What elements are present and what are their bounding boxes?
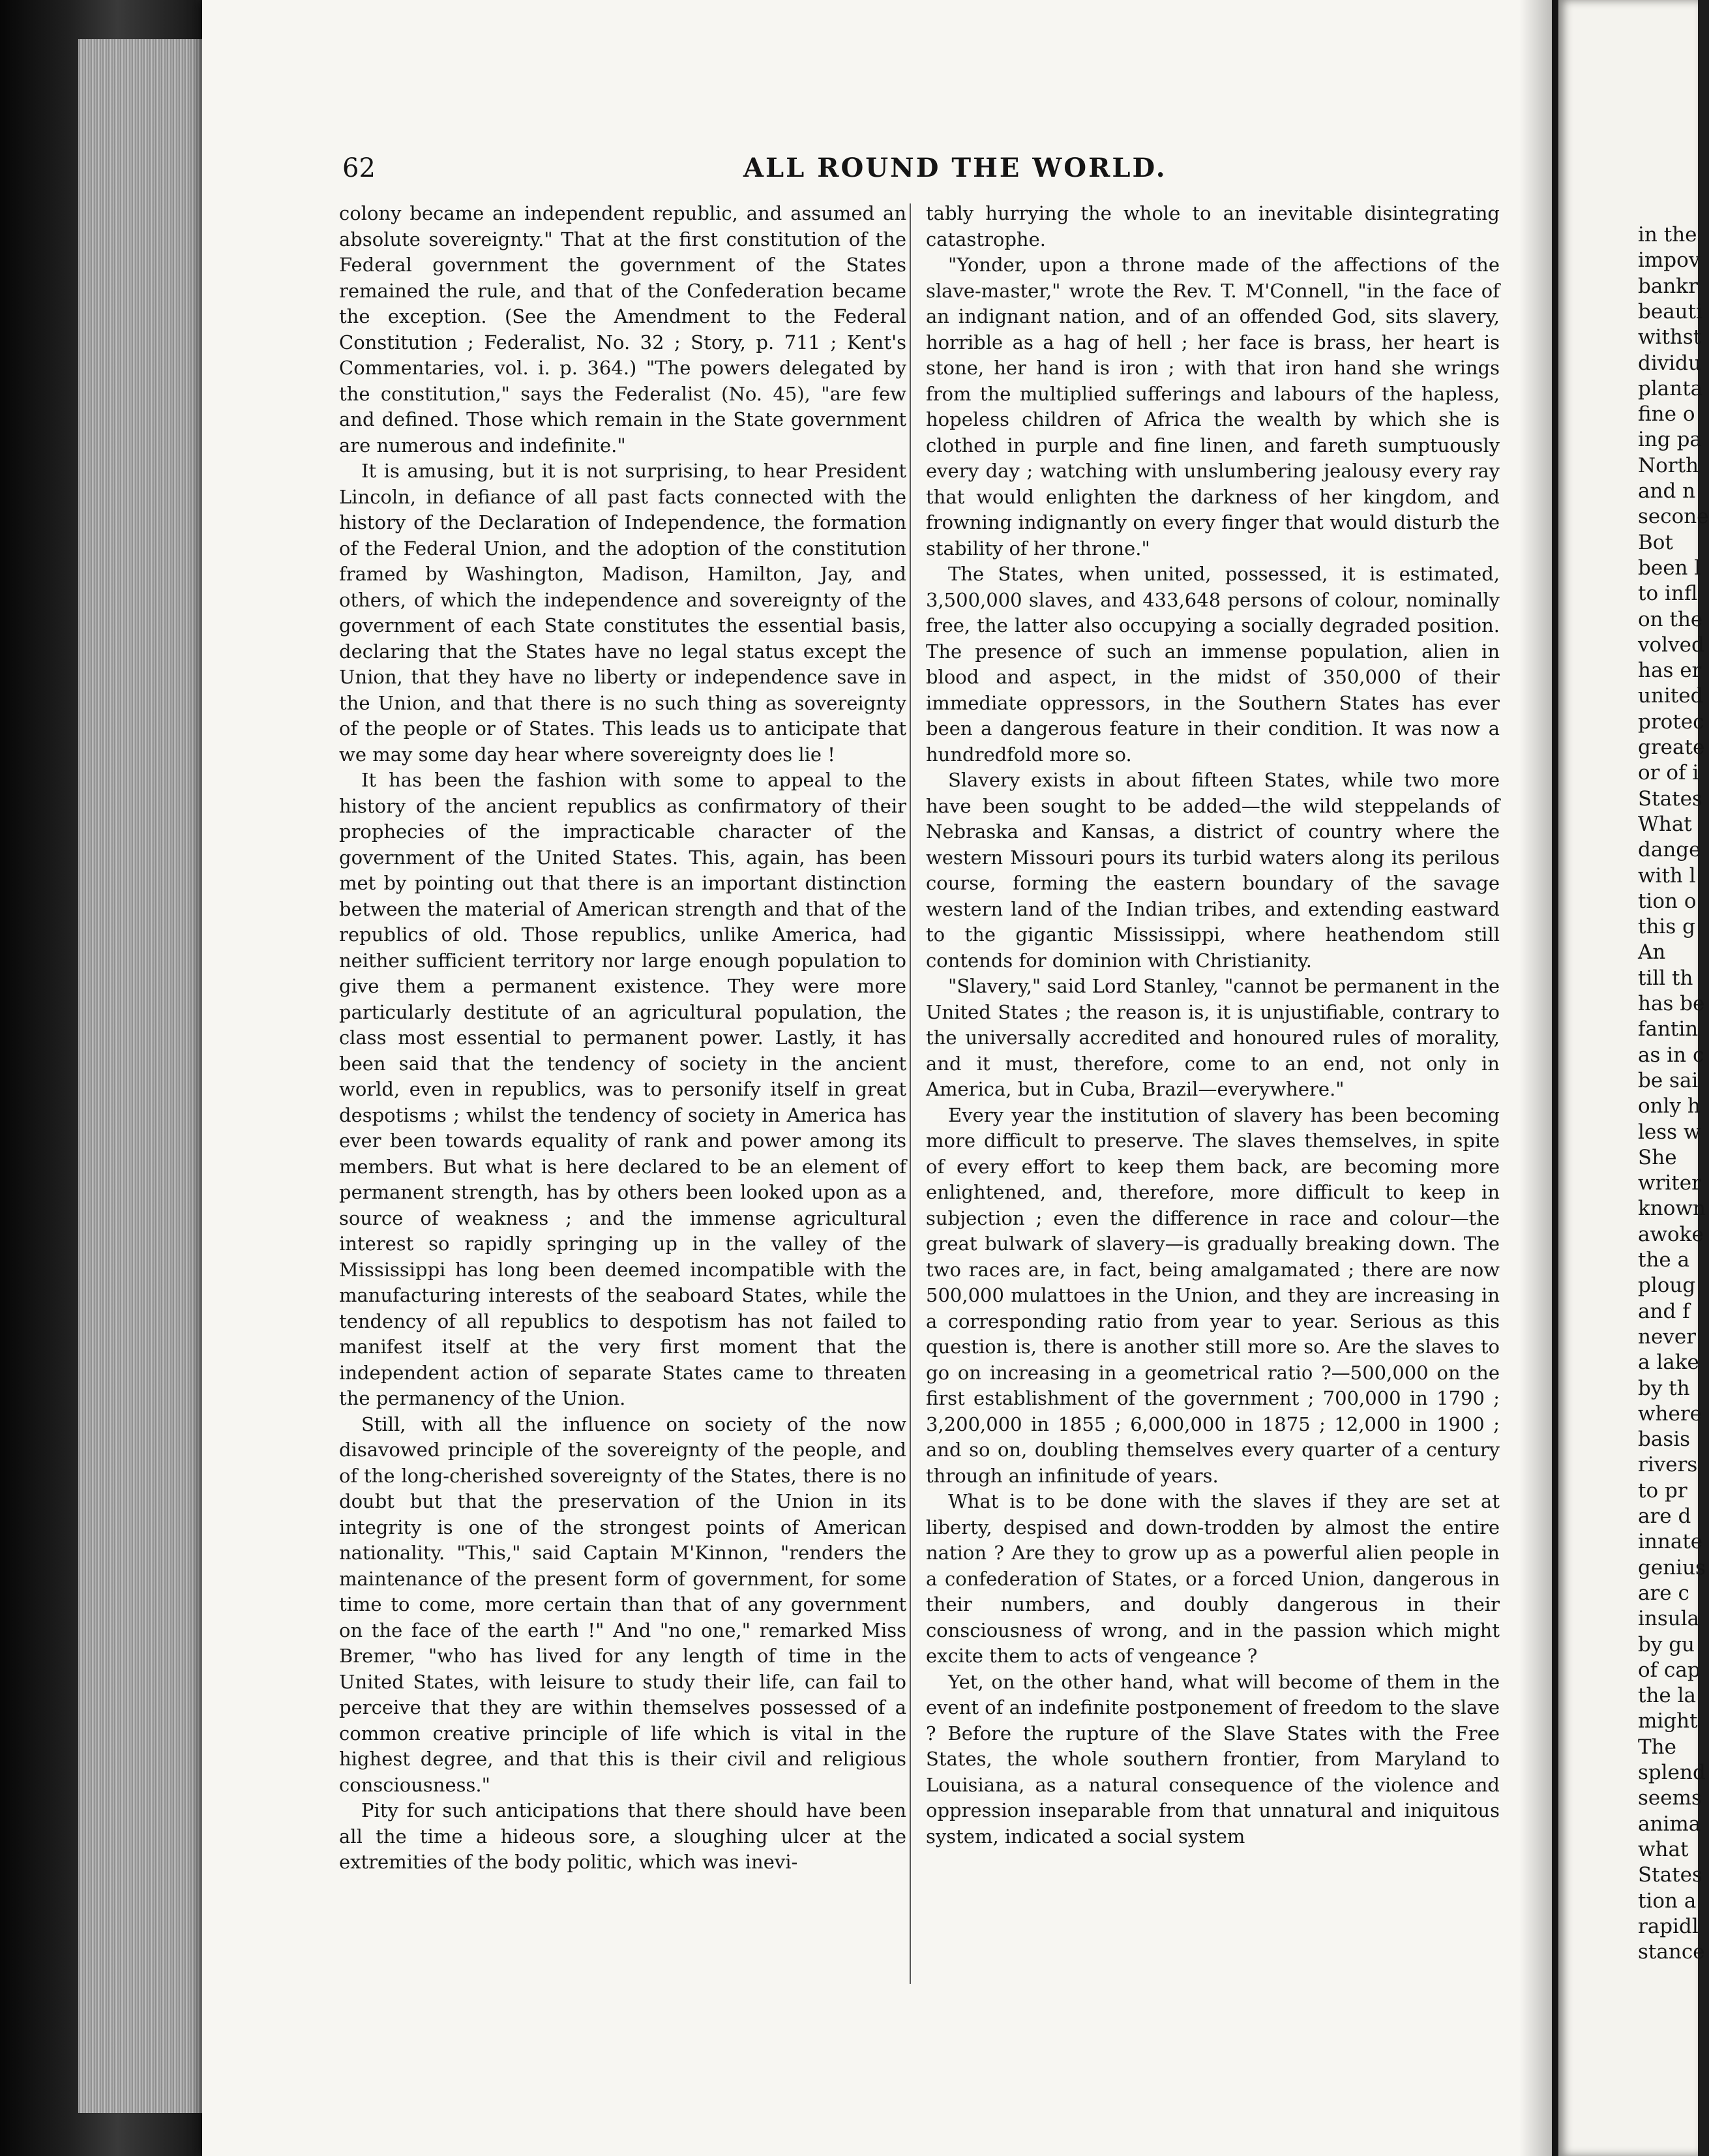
next-page-line-fragment: are d (1638, 1505, 1691, 1528)
next-page-line-fragment: what (1638, 1837, 1689, 1861)
next-page-line-fragment: beauti (1638, 299, 1703, 323)
next-page-line-fragment: Bot (1638, 530, 1673, 554)
paragraph: tably hurrying the whole to an inevitable disintegrating catastrophe. (926, 202, 1500, 250)
next-page-line-fragment: a lake (1638, 1351, 1699, 1375)
next-page-line-fragment: of cap (1638, 1658, 1701, 1682)
next-page-line-fragment: united (1638, 684, 1704, 708)
running-title: ALL ROUND THE WORLD. (743, 153, 1167, 183)
next-page-line-fragment: stance (1638, 1940, 1705, 1964)
next-page-line-fragment: fine o (1638, 402, 1695, 427)
next-page-line-fragment: only h (1638, 1094, 1701, 1118)
next-page-line-fragment: awoke (1638, 1222, 1704, 1246)
next-page-line-fragment: on the (1638, 607, 1703, 631)
next-page-line-fragment: has be (1638, 992, 1705, 1015)
page-number: 62 (342, 153, 376, 183)
paragraph: colony became an independent republic, and assumed an absolute sovereignty." That at the first constitution of the Federal government the government of the States remained the rule, and that of the Confederation became the exception. (See the Amendment to the Federal Constitution ; Federalist, No. 32 ; Story, p. 711 ; Kent's Commentaries, vol. i. p. 364.) "The powers delegated by the constitution," says the Federalist (No. 45), "are few and defined. Those which remain in the State government are numerous and indefinite." (339, 202, 906, 457)
next-page-line-fragment: be sai (1638, 1068, 1699, 1092)
next-page-line-fragment: anima (1638, 1812, 1701, 1836)
next-page-line-fragment: States (1638, 1863, 1702, 1887)
next-page-line-fragment: never (1638, 1325, 1696, 1349)
next-page-line-fragment: rapidl (1638, 1914, 1699, 1938)
next-page-line-fragment: with l (1638, 863, 1696, 888)
paragraph: "Yonder, upon a throne made of the affections of the slave-master," wrote the Rev. T. M'Connell, "in the face of an indignant nation, and of an offended God, sits slavery, horrible as a hag of hell ; her face is brass, her heart is stone, her hand is iron ; with that iron hand she wrings from the multiplied sufferings and labours of the hapless, hopeless children of Africa the wealth by which she is clothed in purple and fine linen, and fareth sumptuously every day ; watching with unslumbering jealousy every ray that would enlighten the darkness of her kingdom, and frowning indignantly on every finger that would disturb the stability of her throne." (926, 254, 1500, 560)
paragraph: The States, when united, possessed, it is estimated, 3,500,000 slaves, and 433,648 persons of colour, nominally free, the latter also occupying a socially degraded position. The presence of such an immense population, alien in blood and aspect, in the midst of 350,000 of their immediate oppressors, in the Southern States has ever been a dangerous feature in their condition. It was now a hundredfold more so. (926, 563, 1500, 766)
next-page-line-fragment: the la (1638, 1684, 1697, 1708)
next-page-line-fragment: withst (1638, 325, 1702, 350)
paragraph: Slavery exists in about fifteen States, while two more have been sought to be added—the wild steppelands of Nebraska and Kansas, a district of country where the western Missouri pours its turbid waters along its perilous course, forming the eastern boundary of the savage western land of the Indian tribes, and extending eastward to the gigantic Mississippi, where heathendom still contends for dominion with Christianity. (926, 769, 1500, 972)
next-page-line-fragment: are c (1638, 1581, 1689, 1605)
next-page-line-fragment: to pr (1638, 1478, 1687, 1503)
next-page-line-fragment: till th (1638, 966, 1693, 990)
next-page-line-fragment: volved (1638, 633, 1704, 657)
next-page-line-fragment: North (1638, 453, 1699, 477)
next-page-line-fragment: this g (1638, 915, 1695, 939)
next-page-line-fragment: tion a (1638, 1889, 1697, 1913)
next-page-line-fragment: where (1638, 1401, 1702, 1426)
next-page-line-fragment: innate (1638, 1530, 1703, 1554)
column-divider (910, 203, 911, 1984)
next-page-line-fragment: ing pa (1638, 428, 1702, 452)
next-page-line-fragment: seems (1638, 1786, 1702, 1810)
next-page-line-fragment: basis (1638, 1428, 1691, 1452)
next-page-line-fragment: dange (1638, 838, 1701, 862)
next-page-line-fragment: An (1638, 940, 1666, 965)
paragraph: What is to be done with the slaves if they are set at liberty, despised and down-trodden by almost the entire nation ? Are they to grow up as a powerful alien people in a confederation of States, or a forced Union, dangerous in their numbers, and doubly dangerous in their consciousness of wrong, and in the passion which might excite them to acts of vengeance ? (926, 1490, 1500, 1667)
next-page-line-fragment: and n (1638, 479, 1696, 503)
next-page-line-fragment: splend (1638, 1761, 1706, 1784)
next-page-line-fragment: bankr (1638, 274, 1698, 298)
next-page-line-fragment: fantin (1638, 1017, 1699, 1041)
next-page-line-fragment: has er (1638, 659, 1702, 683)
paragraph: It has been the fashion with some to appeal to the history of the ancient republics as confirmatory of their prophecies of the impracticable character of the government of the United States. This, again, has been met by pointing out that there is an important distinction between the material of American strength and that of the republics of old. Those republics, unlike America, had neither sufficient territory nor large enough population to give them a permanent existence. They were more particularly destitute of an agricultural population, the class most essential to permanent power. Lastly, it has been said that the tendency of society in the ancient world, even in republics, was to personify itself in great despotisms ; whilst the tendency of society in America has ever been towards equality of rank and power among its members. But what is here declared to be an element of permanent strength, has by others been looked upon as a source of weakness ; and the immense agricultural interest so rapidly springing up in the valley of the Mississippi has long been deemed incompatible with the manufacturing interests of the seaboard States, while the tendency of all republics to despotism has not failed to manifest itself at the very first moment that the independent action of separate States came to threaten the permanency of the Union. (339, 769, 906, 1409)
left-text-column (339, 201, 906, 1876)
paragraph: Every year the institution of slavery has been becoming more difficult to preserve. The slaves themselves, in spite of every effort to keep them back, are becoming more enlightened, and, therefore, more difficult to keep in subjection ; even the difference in race and colour—the great bulwark of slavery—is gradually breaking down. The two races are, in fact, being amalgamated ; there are now 500,000 mulattoes in the Union, and they are increasing in a corresponding ratio from year to year. Serious as this question is, there is another still more so. Are the slaves to go on increasing in a geometrical ratio ?—500,000 on the first establishment of the government ; 700,000 in 1790 ; 3,200,000 in 1855 ; 6,000,000 in 1875 ; 12,000 in 1900 ; and so on, doubling themselves every quarter of a century through an infinitude of years. (926, 1103, 1500, 1487)
next-page-line-fragment: the a (1638, 1248, 1690, 1272)
next-page-line-fragment: dividu (1638, 351, 1701, 375)
next-page-line-fragment: What (1638, 812, 1692, 836)
next-page-line-fragment: writer (1638, 1171, 1701, 1195)
next-page-line-fragment: impov (1638, 248, 1701, 273)
next-page-line-fragment: been l (1638, 556, 1701, 580)
next-page-line-fragment: ploug (1638, 1274, 1696, 1298)
next-page-line-fragment: planta (1638, 376, 1703, 400)
paragraph: Yet, on the other hand, what will become of them in the event of an indefinite postponement of freedom to the slave ? Before the rupture of the Slave States with the Free States, the whole southern frontier, from Maryland to Louisiana, as a natural consequence of the violence and oppression inseparable from that unnatural and iniquitous system, indicated a social system (926, 1670, 1500, 1848)
next-page-line-fragment: rivers (1638, 1453, 1698, 1477)
next-page-line-fragment: greate (1638, 736, 1705, 759)
next-page-line-fragment: genius (1638, 1555, 1706, 1580)
paragraph: It is amusing, but it is not surprising, to hear President Lincoln, in defiance of all past facts connected with the history of the Declaration of Independence, the formation of the Federal Union, and the adoption of the constitution framed by Washington, Madison, Hamilton, Jay, and others, of which the independence and sovereignty of the government of each State constitutes the essential basis, declaring that the States have no legal status except the Union, that they have no liberty or independence save in the Union, and that there is no such thing as sovereignty of the people or of States. This leads us to anticipate that we may some day hear where sovereignty does lie ! (339, 460, 906, 766)
next-page-line-fragment: to infl (1638, 582, 1698, 606)
paragraph: "Slavery," said Lord Stanley, "cannot be permanent in the United States ; the reason is, it is unjustifiable, contrary to the universally accredited and honoured rules of morality, and it must, therefore, come to an end, not only in America, but in Cuba, Brazil—everywhere." (926, 975, 1500, 1100)
next-page-line-fragment: The (1638, 1735, 1676, 1759)
next-page-line-fragment: might (1638, 1709, 1698, 1733)
next-page-line-fragment: and f (1638, 1299, 1690, 1323)
next-page-line-fragment: She (1638, 1145, 1677, 1169)
next-page-line-fragment: States (1638, 786, 1702, 811)
paragraph: Pity for such anticipations that there should have been all the time a hideous sore, a sloughing ulcer at the extremities of the body politic, which was inevi- (339, 1799, 906, 1873)
next-page-line-fragment: insula (1638, 1607, 1700, 1631)
next-page-line-fragment: or of i (1638, 761, 1699, 785)
next-page-line-fragment: by th (1638, 1376, 1690, 1400)
next-page-line-fragment: less w (1638, 1120, 1701, 1144)
next-page-line-fragment: in the (1638, 223, 1697, 247)
next-page-line-fragment: protec (1638, 710, 1704, 734)
next-page-line-fragment: by gu (1638, 1632, 1695, 1656)
next-page-line-fragment: as in c (1638, 1043, 1704, 1067)
next-page-line-fragment: secone (1638, 505, 1709, 529)
paragraph: Still, with all the influence on society of the now disavowed principle of the sovereignty of the people, and of the long-cherished sovereignty of the States, there is no doubt but that the preservation of the Union in its integrity is one of the strongest points of American nationality. "This," said Captain M'Kinnon, "renders the maintenance of the present form of government, for some time to come, more certain than that of any government on the face of the earth !" And "no one," remarked Miss Bremer, "who has lived for any length of time in the United States, with leisure to study their life, can fail to perceive that they are within themselves possessed of a common creative principle of life which is vital in the highest degree, and that this is their civil and religious consciousness." (339, 1413, 906, 1796)
next-page-line-fragment: tion o (1638, 889, 1697, 913)
right-text-column (926, 201, 1500, 1849)
page-edges-stack (78, 39, 209, 2113)
next-page-line-fragment: known (1638, 1197, 1706, 1221)
